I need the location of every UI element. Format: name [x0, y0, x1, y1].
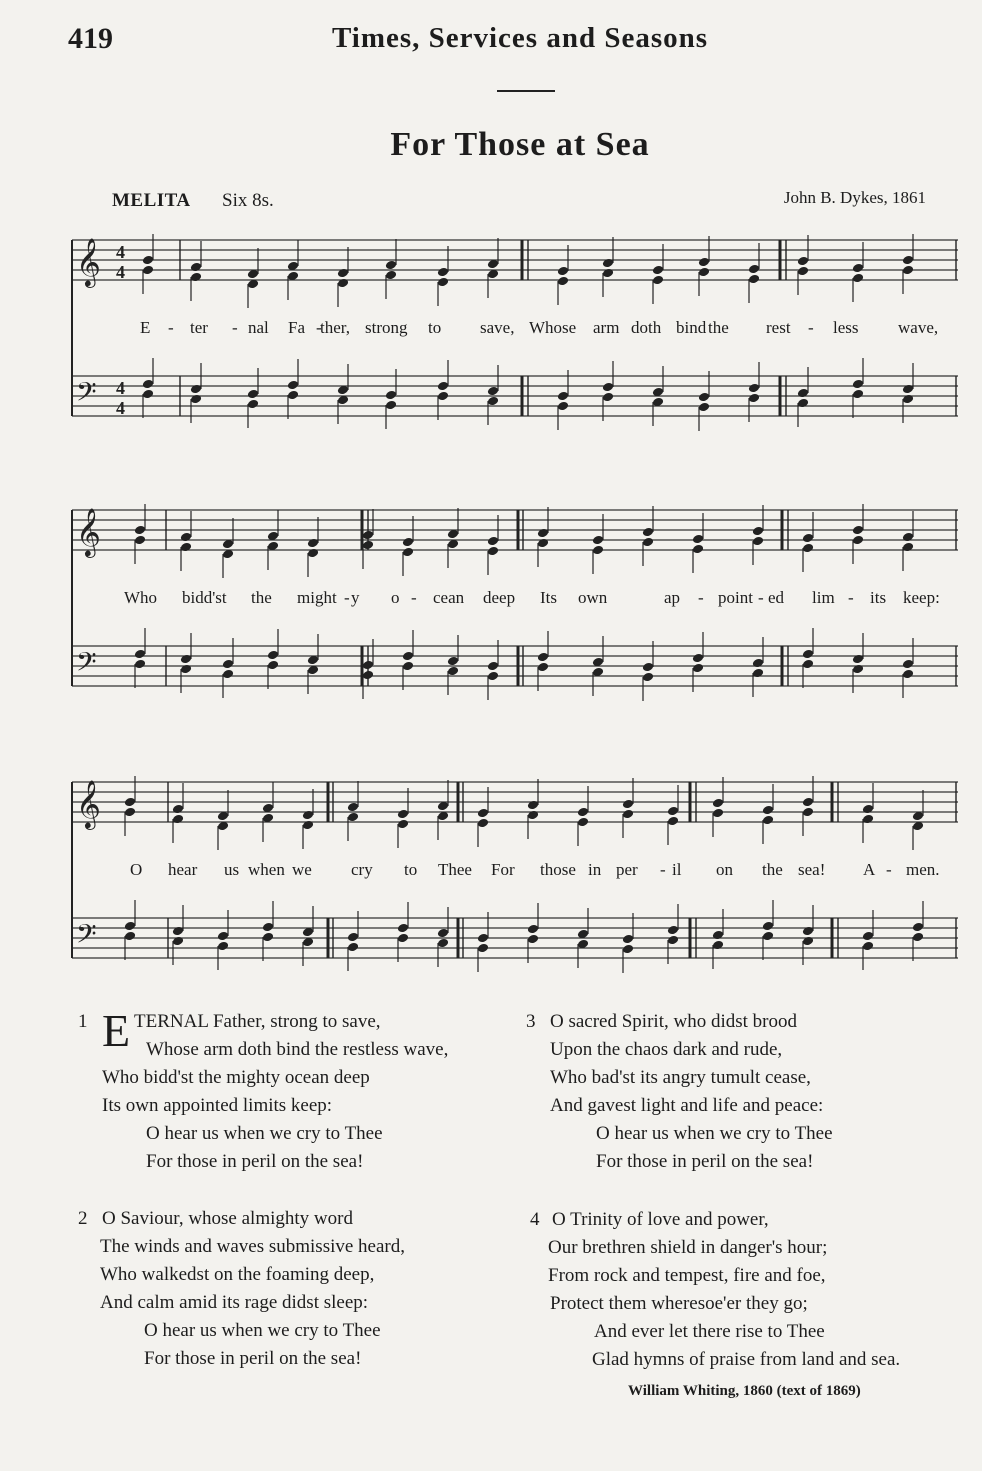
note-head	[902, 394, 914, 405]
treble-clef-icon: 𝄞	[76, 237, 101, 286]
lyric-syllable: O	[130, 860, 143, 879]
lyric-syllable: Its	[540, 588, 557, 607]
lyric-syllable: Thee	[438, 860, 472, 879]
lyric-syllable: Whose	[529, 318, 577, 337]
note-head	[124, 921, 136, 932]
lyric-syllable: bind	[676, 318, 707, 337]
note-head	[302, 820, 314, 831]
note-head	[748, 383, 760, 394]
note-head	[217, 931, 229, 942]
lyric-syllable: Who	[124, 588, 158, 607]
note-head	[287, 390, 299, 401]
note-head	[402, 651, 414, 662]
note-head	[692, 534, 704, 545]
note-head	[222, 659, 234, 670]
note-head	[362, 540, 374, 551]
note-head	[362, 530, 374, 541]
note-head	[748, 393, 760, 404]
note-head	[190, 262, 202, 273]
verse-line: O sacred Spirit, who didst brood	[550, 1011, 797, 1032]
note-head	[537, 528, 549, 539]
lyric-syllable: rest	[766, 318, 791, 337]
staff-notation	[68, 772, 962, 1042]
note-head	[172, 936, 184, 947]
lyric-line	[68, 860, 962, 884]
note-head	[752, 658, 764, 669]
note-head	[752, 526, 764, 537]
note-head	[402, 537, 414, 548]
lyric-syllable: on	[716, 860, 733, 879]
lyric-syllable: less	[833, 318, 859, 337]
note-head	[802, 543, 814, 554]
verse-line: For those in peril on the sea!	[146, 1151, 364, 1172]
verse-line: And gavest light and life and peace:	[550, 1095, 824, 1116]
lyric-syllable: o	[391, 588, 400, 607]
note-head	[902, 384, 914, 395]
lyric-syllable: own	[578, 588, 608, 607]
note-head	[852, 263, 864, 274]
verse-line: Whose arm doth bind the restless wave,	[146, 1039, 449, 1060]
note-head	[862, 814, 874, 825]
note-head	[802, 807, 814, 818]
treble-clef-icon: 𝄞	[76, 779, 101, 828]
time-signature-bottom: 4	[116, 262, 125, 282]
note-head	[190, 384, 202, 395]
bass-clef-icon: 𝄢	[76, 376, 97, 414]
note-head	[190, 394, 202, 405]
bass-clef-icon: 𝄢	[76, 646, 97, 684]
verse-line: O Trinity of love and power,	[552, 1209, 769, 1230]
note-head	[748, 264, 760, 275]
lyric-syllable: il	[672, 860, 682, 879]
note-head	[262, 932, 274, 943]
lyric-syllable: ter	[190, 318, 208, 337]
note-head	[667, 925, 679, 936]
lyric-syllable: bidd'st	[182, 588, 227, 607]
lyric-syllable: in	[588, 860, 602, 879]
note-head	[437, 277, 449, 288]
note-head	[397, 923, 409, 934]
note-head	[527, 800, 539, 811]
note-head	[362, 660, 374, 671]
note-head	[762, 931, 774, 942]
lyric-syllable: save,	[480, 318, 515, 337]
lyric-syllable: Fa	[288, 318, 305, 337]
note-head	[912, 922, 924, 933]
lyric-syllable: -	[848, 588, 854, 607]
note-head	[402, 661, 414, 672]
note-head	[557, 276, 569, 287]
note-head	[902, 532, 914, 543]
note-head	[397, 809, 409, 820]
verse-line: Upon the chaos dark and rude,	[550, 1039, 783, 1060]
note-head	[712, 930, 724, 941]
note-head	[602, 392, 614, 403]
staff-notation	[68, 230, 962, 500]
verse-line: O hear us when we cry to Thee	[146, 1123, 383, 1144]
note-head	[487, 396, 499, 407]
note-head	[142, 379, 154, 390]
note-head	[602, 382, 614, 393]
note-head	[557, 391, 569, 402]
note-head	[802, 797, 814, 808]
note-head	[222, 669, 234, 680]
lyric-syllable: doth	[631, 318, 662, 337]
note-head	[172, 926, 184, 937]
lyric-syllable: -	[886, 860, 892, 879]
note-head	[698, 257, 710, 268]
note-head	[602, 258, 614, 269]
verse-line: Its own appointed limits keep:	[102, 1095, 333, 1116]
note-head	[577, 807, 589, 818]
staff-notation	[68, 500, 962, 770]
note-head	[180, 654, 192, 665]
hymn-title: For Those at Sea	[390, 126, 650, 163]
verse-2	[78, 1205, 518, 1375]
note-head	[397, 933, 409, 944]
note-head	[385, 260, 397, 271]
note-head	[557, 266, 569, 277]
note-head	[337, 268, 349, 279]
lyric-syllable: strong	[365, 318, 408, 337]
lyric-syllable: lim	[812, 588, 835, 607]
note-head	[347, 942, 359, 953]
verse-line: And calm amid its rage didst sleep:	[100, 1292, 369, 1313]
note-head	[592, 535, 604, 546]
music-system-2	[68, 500, 962, 770]
note-head	[802, 649, 814, 660]
note-head	[852, 654, 864, 665]
note-head	[852, 389, 864, 400]
note-head	[557, 401, 569, 412]
verse-number: 4	[530, 1209, 540, 1230]
note-head	[142, 389, 154, 400]
note-head	[762, 805, 774, 816]
note-head	[852, 379, 864, 390]
page-number: 419	[68, 22, 113, 55]
note-head	[622, 944, 634, 955]
text-author: William Whiting, 1860 (text of 1869)	[628, 1383, 861, 1399]
note-head	[902, 255, 914, 266]
verse-line: Who bad'st its angry tumult cease,	[550, 1067, 811, 1088]
lyric-syllable: arm	[593, 318, 620, 337]
verse-line: For those in peril on the sea!	[596, 1151, 814, 1172]
drop-cap: E	[102, 1005, 131, 1056]
lyric-syllable: when	[248, 860, 285, 879]
note-head	[487, 661, 499, 672]
lyric-syllable: -	[808, 318, 814, 337]
note-head	[347, 812, 359, 823]
verse-line: TERNAL Father, strong to save,	[134, 1011, 381, 1032]
note-head	[748, 274, 760, 285]
time-signature-top: 4	[116, 378, 125, 398]
treble-clef-icon: 𝄞	[76, 507, 101, 556]
lyric-syllable: deep	[483, 588, 516, 607]
note-head	[692, 653, 704, 664]
verse-line: Our brethren shield in danger's hour;	[548, 1237, 828, 1258]
note-head	[190, 272, 202, 283]
lyric-syllable: its	[870, 588, 887, 607]
lyric-syllable: might	[297, 588, 337, 607]
note-head	[902, 659, 914, 670]
note-head	[180, 532, 192, 543]
note-head	[180, 664, 192, 675]
note-head	[437, 381, 449, 392]
note-head	[124, 797, 136, 808]
note-head	[712, 798, 724, 809]
note-head	[762, 815, 774, 826]
verse-3	[526, 1008, 956, 1178]
note-head	[124, 807, 136, 818]
note-head	[247, 389, 259, 400]
note-head	[537, 652, 549, 663]
note-head	[347, 802, 359, 813]
note-head	[402, 547, 414, 558]
note-head	[622, 809, 634, 820]
note-head	[437, 391, 449, 402]
note-head	[267, 650, 279, 661]
time-signature-bottom: 4	[116, 398, 125, 418]
note-head	[262, 922, 274, 933]
note-head	[537, 538, 549, 549]
note-head	[852, 664, 864, 675]
note-head	[134, 659, 146, 670]
note-head	[142, 255, 154, 266]
note-head	[622, 934, 634, 945]
verse-number: 3	[526, 1011, 536, 1032]
note-head	[667, 935, 679, 946]
note-head	[652, 275, 664, 286]
lyric-syllable: y	[351, 588, 360, 607]
note-head	[307, 548, 319, 559]
note-head	[124, 931, 136, 942]
note-head	[577, 817, 589, 828]
lyric-syllable: those	[540, 860, 576, 879]
note-head	[537, 662, 549, 673]
note-head	[172, 804, 184, 815]
note-head	[902, 669, 914, 680]
note-head	[652, 265, 664, 276]
verse-line: O hear us when we cry to Thee	[144, 1320, 381, 1341]
verse-line: From rock and tempest, fire and foe,	[548, 1265, 826, 1286]
note-head	[385, 270, 397, 281]
note-head	[902, 265, 914, 276]
note-head	[217, 941, 229, 952]
time-signature-top: 4	[116, 242, 125, 262]
lyric-syllable: -	[660, 860, 666, 879]
lyric-syllable: the	[762, 860, 783, 879]
lyric-syllable: nal	[248, 318, 269, 337]
note-head	[477, 818, 489, 829]
verse-1	[78, 1005, 518, 1178]
lyric-syllable: men.	[906, 860, 940, 879]
note-head	[437, 938, 449, 949]
note-head	[642, 527, 654, 538]
note-head	[527, 934, 539, 945]
lyric-syllable: us	[224, 860, 240, 879]
note-head	[802, 936, 814, 947]
note-head	[912, 932, 924, 943]
verse-line: And ever let there rise to Thee	[594, 1321, 825, 1342]
verse-line: The winds and waves submissive heard,	[100, 1236, 405, 1257]
lyric-syllable: cean	[433, 588, 465, 607]
note-head	[397, 819, 409, 830]
note-head	[762, 921, 774, 932]
note-head	[752, 536, 764, 547]
note-head	[667, 816, 679, 827]
note-head	[307, 538, 319, 549]
verse-line: Who walkedst on the foaming deep,	[100, 1264, 375, 1285]
lyric-syllable: point	[718, 588, 753, 607]
composer: John B. Dykes, 1861	[783, 188, 926, 207]
lyric-syllable: hear	[168, 860, 198, 879]
note-head	[622, 799, 634, 810]
lyric-syllable: cry	[351, 860, 373, 879]
lyric-syllable: -	[411, 588, 417, 607]
lyric-syllable: to	[428, 318, 442, 337]
verse-line: Glad hymns of praise from land and sea.	[592, 1349, 901, 1370]
note-head	[134, 649, 146, 660]
note-head	[852, 273, 864, 284]
note-head	[487, 536, 499, 547]
note-head	[477, 943, 489, 954]
verse-4	[530, 1206, 960, 1376]
note-head	[752, 668, 764, 679]
note-head	[134, 535, 146, 546]
lyric-syllable: -	[232, 318, 238, 337]
note-head	[385, 400, 397, 411]
note-head	[180, 542, 192, 553]
lyric-syllable: the	[251, 588, 272, 607]
lyric-syllable: the	[708, 318, 729, 337]
lyric-syllable: -	[344, 588, 350, 607]
note-head	[172, 814, 184, 825]
note-head	[362, 670, 374, 681]
tune-name: MELITA	[112, 190, 191, 211]
note-head	[487, 386, 499, 397]
note-head	[337, 278, 349, 289]
note-head	[902, 542, 914, 553]
lyric-syllable: sea!	[798, 860, 826, 879]
note-head	[642, 662, 654, 673]
note-head	[712, 940, 724, 951]
lyric-syllable: For	[491, 860, 515, 879]
note-head	[142, 265, 154, 276]
note-head	[437, 928, 449, 939]
note-head	[527, 924, 539, 935]
note-head	[797, 388, 809, 399]
note-head	[802, 659, 814, 670]
note-head	[797, 266, 809, 277]
note-head	[797, 256, 809, 267]
lyric-syllable: we	[292, 860, 312, 879]
note-head	[247, 399, 259, 410]
note-head	[602, 268, 614, 279]
note-head	[134, 525, 146, 536]
lyric-syllable: E	[140, 318, 151, 337]
header-rule	[497, 90, 555, 92]
note-head	[852, 535, 864, 546]
lyric-syllable: ap	[664, 588, 681, 607]
note-head	[642, 672, 654, 683]
running-head: Times, Services and Seasons	[331, 22, 709, 54]
note-head	[592, 545, 604, 556]
note-head	[437, 267, 449, 278]
note-head	[477, 808, 489, 819]
note-head	[802, 926, 814, 937]
note-head	[487, 671, 499, 682]
note-head	[487, 546, 499, 557]
lyric-syllable: -	[168, 318, 174, 337]
music-system-1	[68, 230, 962, 500]
note-head	[692, 663, 704, 674]
lyric-syllable: ed	[768, 588, 785, 607]
note-head	[385, 390, 397, 401]
verse-line: For those in peril on the sea!	[144, 1348, 362, 1369]
lyric-syllable: ther,	[320, 318, 350, 337]
note-head	[302, 810, 314, 821]
lyric-syllable: wave,	[898, 318, 939, 337]
lyric-line	[68, 318, 962, 342]
note-head	[527, 810, 539, 821]
note-head	[862, 804, 874, 815]
note-head	[698, 392, 710, 403]
note-head	[802, 533, 814, 544]
note-head	[852, 525, 864, 536]
note-head	[862, 931, 874, 942]
lyric-syllable: keep:	[903, 588, 940, 607]
note-head	[712, 808, 724, 819]
note-head	[692, 544, 704, 555]
verse-line: Who bidd'st the mighty ocean deep	[102, 1067, 370, 1088]
music-system-3	[68, 772, 962, 1042]
note-head	[797, 398, 809, 409]
verse-line: O Saviour, whose almighty word	[102, 1208, 353, 1229]
verse-line: Protect them wheresoe'er they go;	[550, 1293, 808, 1314]
bass-clef-icon: 𝄢	[76, 918, 97, 956]
note-head	[447, 656, 459, 667]
note-head	[642, 537, 654, 548]
note-head	[267, 660, 279, 671]
note-head	[698, 267, 710, 278]
note-head	[347, 932, 359, 943]
verse-number: 1	[78, 1011, 88, 1032]
verse-number: 2	[78, 1208, 88, 1229]
note-head	[667, 806, 679, 817]
note-head	[477, 933, 489, 944]
verse-line: O hear us when we cry to Thee	[596, 1123, 833, 1144]
lyric-syllable: per	[616, 860, 638, 879]
meter: Six 8s.	[222, 190, 274, 211]
note-head	[862, 941, 874, 952]
note-head	[287, 380, 299, 391]
lyric-syllable: -	[698, 588, 704, 607]
lyric-line	[68, 588, 962, 612]
lyric-syllable: -	[758, 588, 764, 607]
lyric-syllable: -	[316, 318, 322, 337]
lyric-syllable: to	[404, 860, 418, 879]
note-head	[698, 402, 710, 413]
note-head	[447, 666, 459, 677]
lyric-syllable: A	[863, 860, 876, 879]
